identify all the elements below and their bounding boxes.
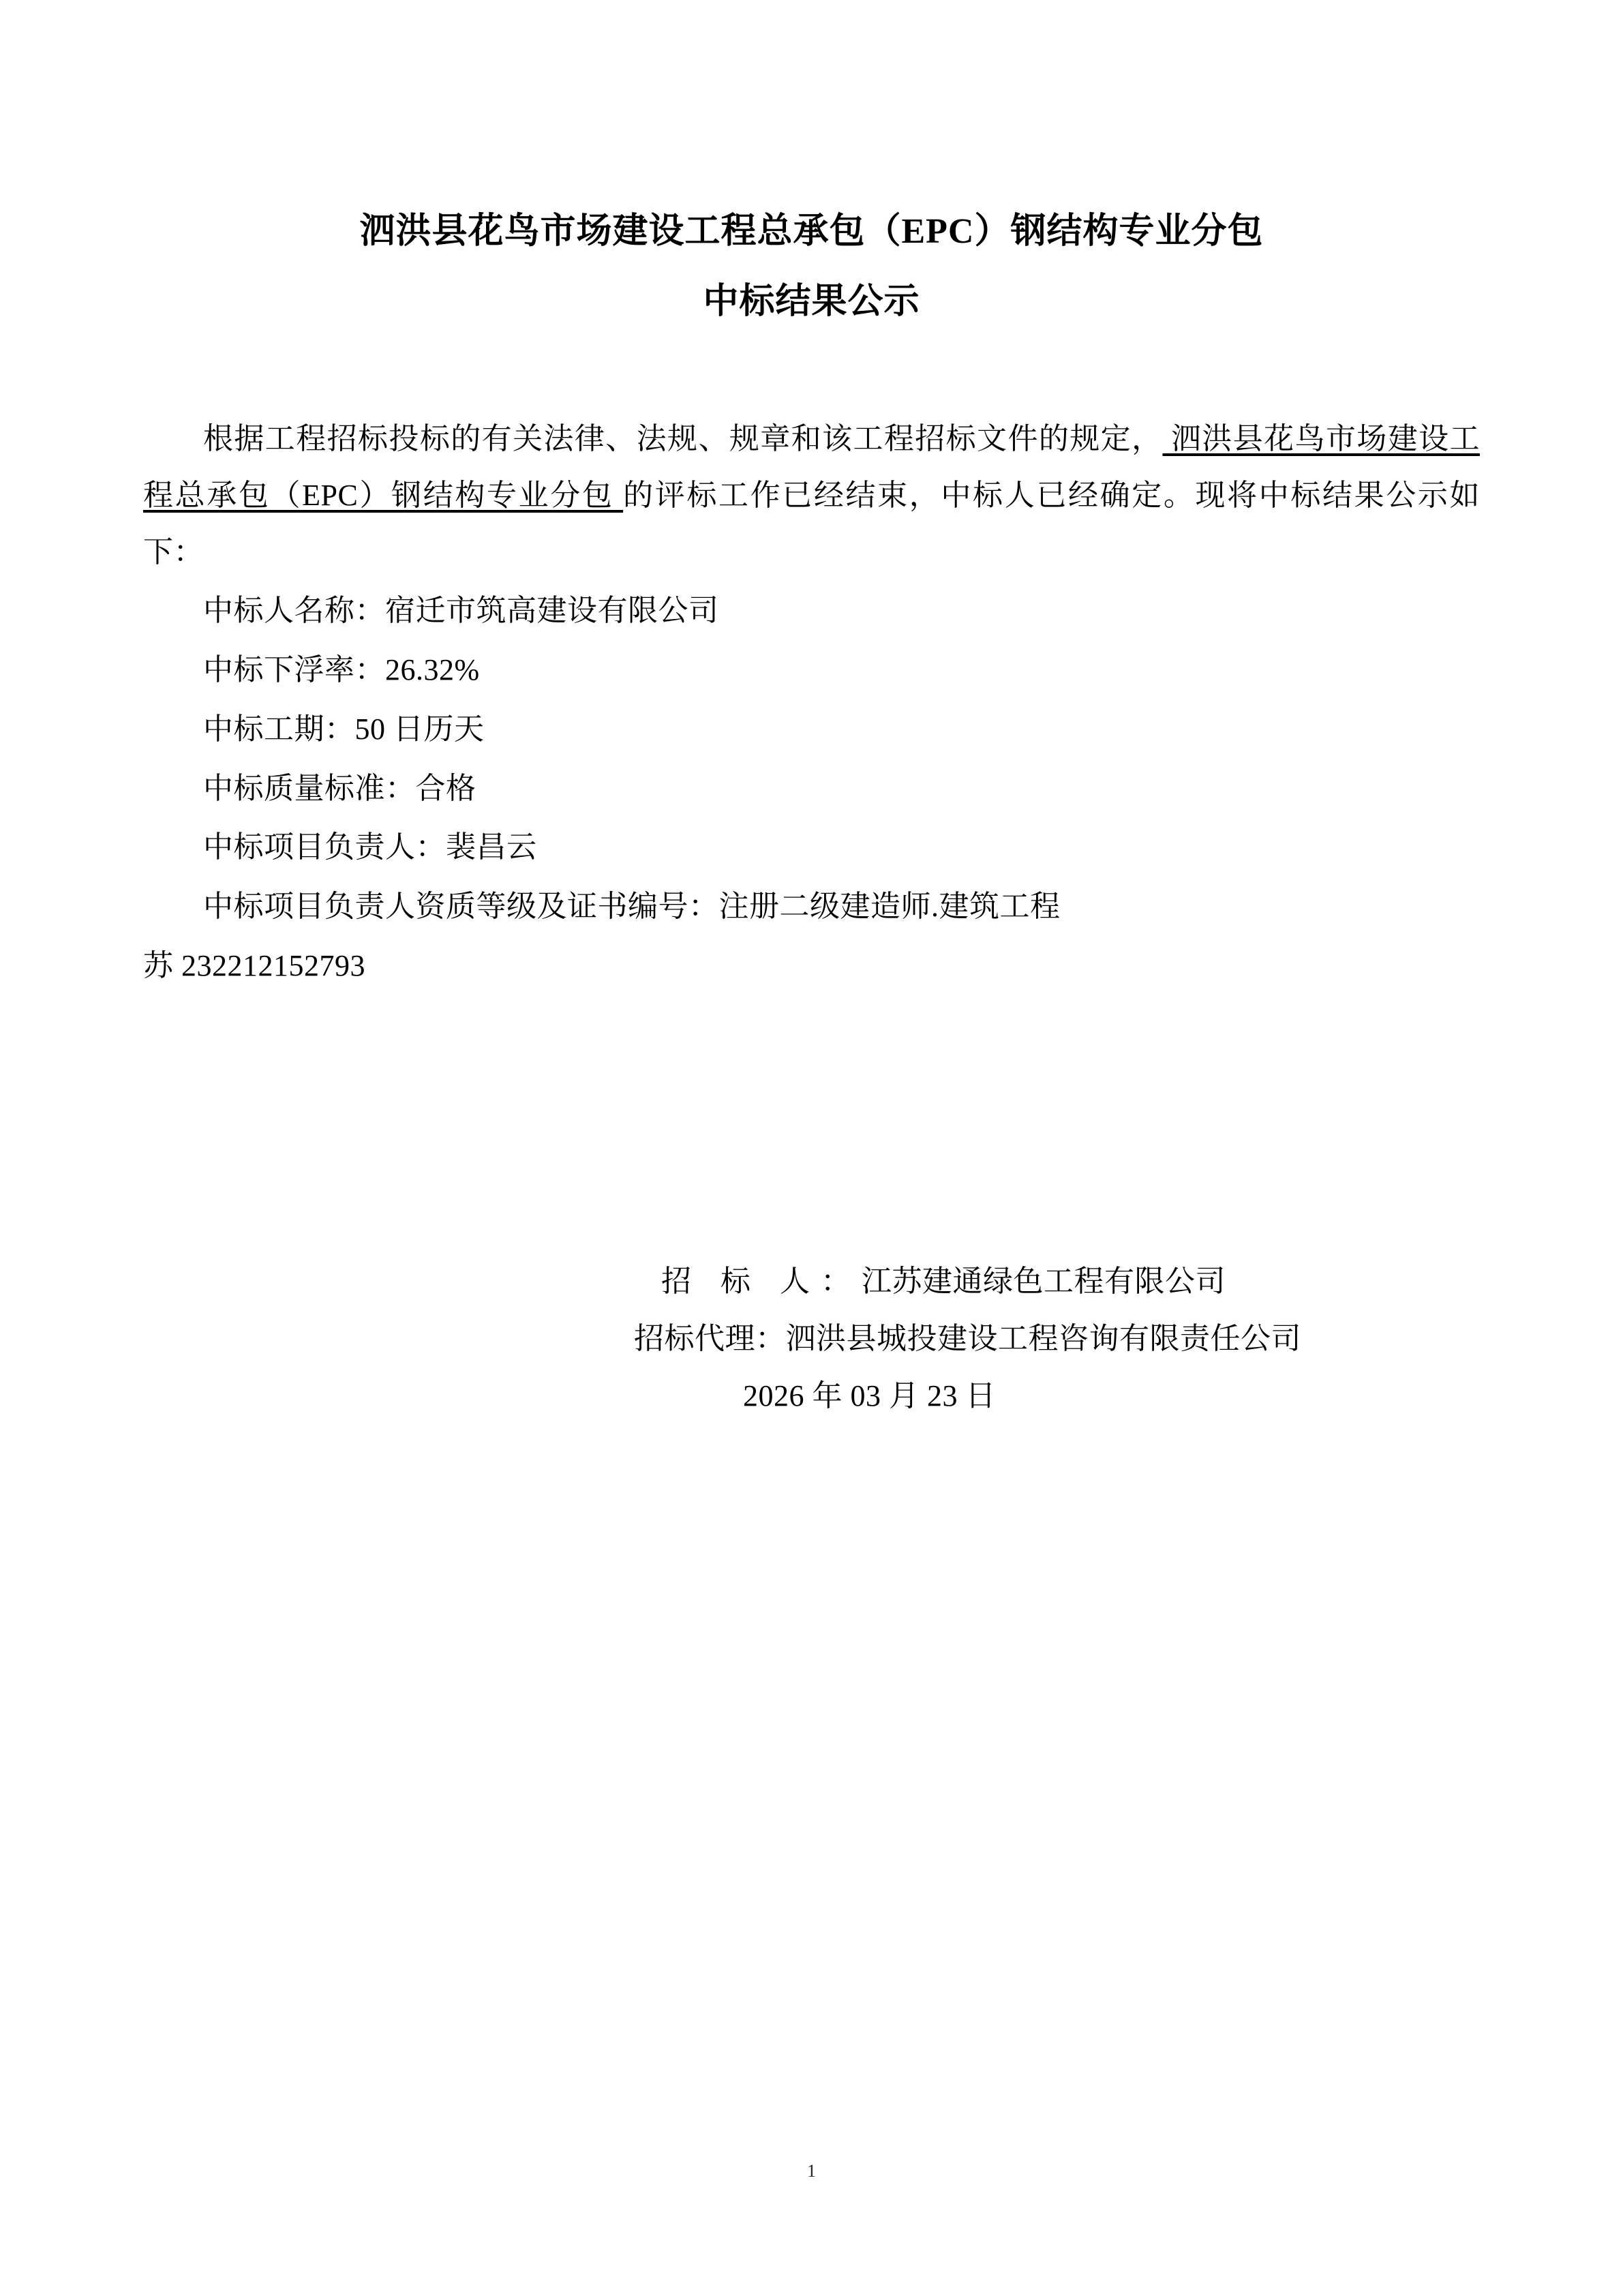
signature-date: 2026 年 03 月 23 日 <box>743 1378 996 1413</box>
signature-tenderer <box>143 1253 1480 1310</box>
signature-agent-value: 泗洪县城投建设工程咨询有限责任公司 <box>785 1321 1301 1355</box>
page-title-line-2: 中标结果公示 <box>703 282 920 321</box>
document-title-block <box>143 205 1480 329</box>
result-item-winner-name: 中标人名称：宿迁市筑高建设有限公司 <box>203 594 719 628</box>
page-number: 1 <box>807 2161 816 2181</box>
signature-block <box>143 1253 1480 1424</box>
document-body <box>143 411 1480 994</box>
page-title-line-1: 泗洪县花鸟市场建设工程总承包（EPC）钢结构专业分包 <box>359 212 1264 251</box>
result-item-certificate-number: 苏 232212152793 <box>143 948 365 982</box>
intro-paragraph <box>143 411 1480 580</box>
intro-part-2: 的评标工作已经结束，中标人已经确定。现将中标结果公示如下： <box>143 478 1480 569</box>
signature-tenderer-label: 招 标 人： <box>661 1265 862 1299</box>
intro-project-underlined: 泗洪县花鸟市场建设工程总承包（EPC）钢结构专业分包 <box>143 422 1481 512</box>
signature-agent <box>143 1310 1480 1368</box>
result-item-discount-rate: 中标下浮率：26.32% <box>203 653 480 687</box>
result-item-manager-qualification: 中标项目负责人资质等级及证书编号：注册二级建造师.建筑工程 <box>203 889 1061 923</box>
intro-part-1: 根据工程招标投标的有关法律、法规、规章和该工程招标文件的规定， <box>203 422 1163 456</box>
result-item-quality-standard: 中标质量标准：合格 <box>203 771 476 805</box>
signature-agent-label: 招标代理： <box>634 1321 786 1355</box>
result-item-duration: 中标工期：50 日历天 <box>203 712 485 746</box>
signature-tenderer-value: 江苏建通绿色工程有限公司 <box>862 1265 1226 1299</box>
result-item-project-manager: 中标项目负责人：裴昌云 <box>203 830 537 864</box>
